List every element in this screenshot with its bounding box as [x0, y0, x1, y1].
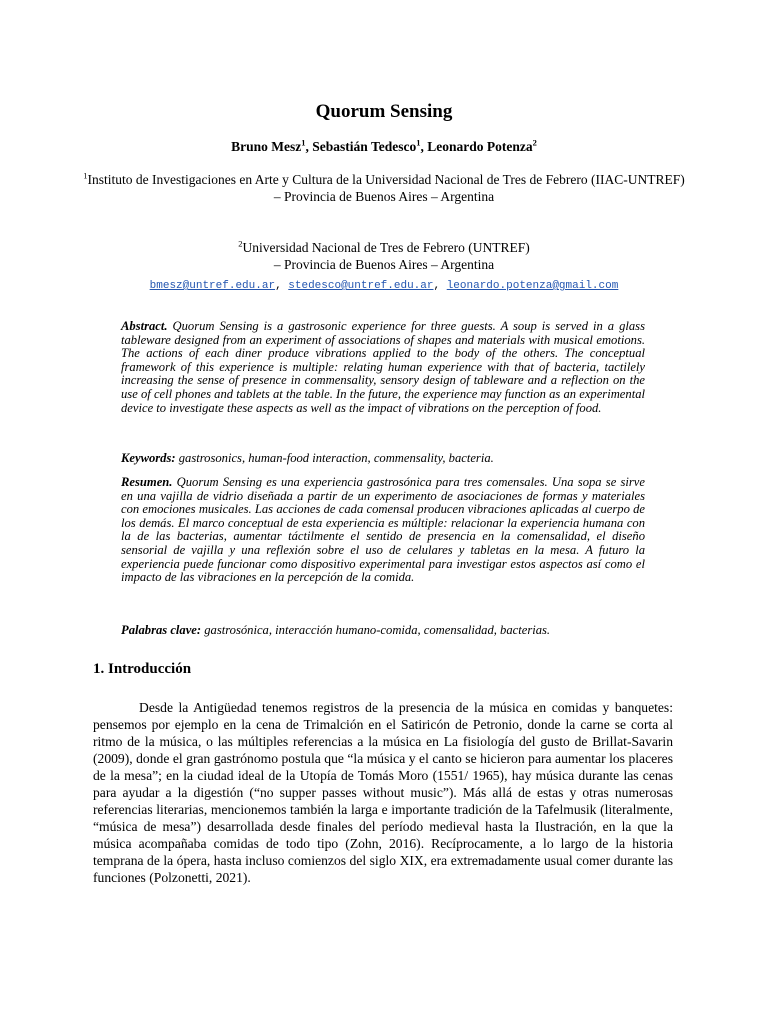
email-link[interactable]: stedesco@untref.edu.ar	[288, 280, 434, 292]
keywords-label: Keywords:	[121, 451, 176, 465]
palabras-clave	[121, 624, 645, 638]
email-link[interactable]: bmesz@untref.edu.ar	[149, 280, 276, 292]
author-name: Bruno Mesz	[231, 139, 302, 154]
affiliation-text: Instituto de Investigaciones en Arte y Cultura de la Universidad Nacional de Tres de Febrero (IIAC-UNTREF)	[87, 172, 685, 187]
affiliation-number: 2	[238, 238, 243, 249]
affiliation-text: Universidad Nacional de Tres de Febrero (UNTREF)	[242, 240, 530, 255]
email-separator: ,	[433, 280, 447, 292]
affiliation-number: 1	[83, 170, 88, 181]
author-affiliation-mark: 2	[532, 137, 537, 148]
email-separator: ,	[275, 280, 289, 292]
resumen	[121, 476, 645, 585]
email-list	[0, 280, 768, 292]
affiliation-2	[60, 239, 708, 273]
palabras-clave-text: gastrosónica, interacción humano-comida, comensalidad, bacterias.	[204, 623, 551, 637]
keywords-text: gastrosonics, human-food interaction, commensality, bacteria.	[178, 451, 494, 465]
author-name: Sebastián Tedesco	[312, 139, 417, 154]
author-affiliation-mark: 1	[301, 137, 306, 148]
affiliation-location: – Provincia de Buenos Aires – Argentina	[273, 257, 495, 272]
abstract	[121, 320, 645, 415]
abstract-label: Abstract.	[121, 319, 168, 333]
keywords	[121, 452, 645, 466]
palabras-clave-label: Palabras clave:	[121, 623, 202, 637]
abstract-text: Quorum Sensing is a gastrosonic experience for three guests. A soup is served in a glass tableware designed from an experiment of associations of shapes and materials with musical emotions. The actions of each diner produce vibrations applied to the body of the others. The conceptual framework of this experience is multiple: relating human experience with that of bacteria, tactilely increasing the sense of presence in commensality, sensory design of tableware and a reflection on the use of cell phones and tablets at the table. In the future, the experience may function as an experimental device to investigate these aspects as well as the impact of vibrations on the perception of food.	[121, 319, 645, 415]
body-paragraph: Desde la Antigüedad tenemos registros de la presencia de la música en comidas y banquetes: pensemos por ejemplo en la cena de Trimalción en el Satiricón de Petronio, donde la carne se corta al ritmo de la música, o las múltiples referencias a la música en La fisiología del gusto de Brillat-Savarin (2009), donde el gran gastrónomo postula que “la música y el canto se hicieron para aumentar los placeres de la mesa”; en la ciudad ideal de la Utopía de Tomás Moro (1551/ 1965), hay música durante las cenas para ayudar a la digestión (“no supper passes without music”). Más allá de estas y otras numerosas referencias literarias, mencionemos también la larga e importante tradición de la Tafelmusik (literalmente, “música de mesa”) desarrollada desde finales del período medieval hasta la Ilustración, en la que la música acompañaba comidas de todo tipo (Zohn, 2016). Recíprocamente, a lo largo de la historia temprana de la ópera, hasta incluso comienzos del siglo XIX, era extremadamente usual comer durante las funciones (Polzonetti, 2021).	[93, 700, 673, 885]
paper-title: Quorum Sensing	[315, 101, 453, 122]
author-separator: ,	[420, 139, 428, 154]
author-affiliation-mark: 1	[416, 137, 421, 148]
affiliation-location: – Provincia de Buenos Aires – Argentina	[273, 189, 495, 204]
author-separator: ,	[305, 139, 313, 154]
author-name: Leonardo Potenza	[427, 139, 533, 154]
resumen-text: Quorum Sensing es una experiencia gastrosónica para tres comensales. Una sopa se sirve en una vajilla de vidrio diseñada a partir de un experimento de asociaciones de formas y materiales con emociones musicales. Las acciones de cada comensal producen vibraciones aplicadas al cuerpo de los demás. El marco conceptual de esta experiencia es múltiple: relacionar la experiencia humana con la de las bacterias, aumentar táctilmente el sentido de presencia en la comensalidad, el diseño sensorial de vajilla y una reflexión sobre el uso de celulares y tabletas en la mesa. A futuro la experiencia puede funcionar como dispositivo experimental para investigar estos aspectos así como el impacto de las vibraciones en la percepción de la comida.	[121, 475, 645, 585]
author-list	[0, 139, 768, 155]
email-link[interactable]: leonardo.potenza@gmail.com	[446, 280, 619, 292]
affiliation-1	[60, 171, 708, 205]
section-heading: 1. Introducción	[93, 661, 192, 677]
resumen-label: Resumen.	[121, 475, 173, 489]
